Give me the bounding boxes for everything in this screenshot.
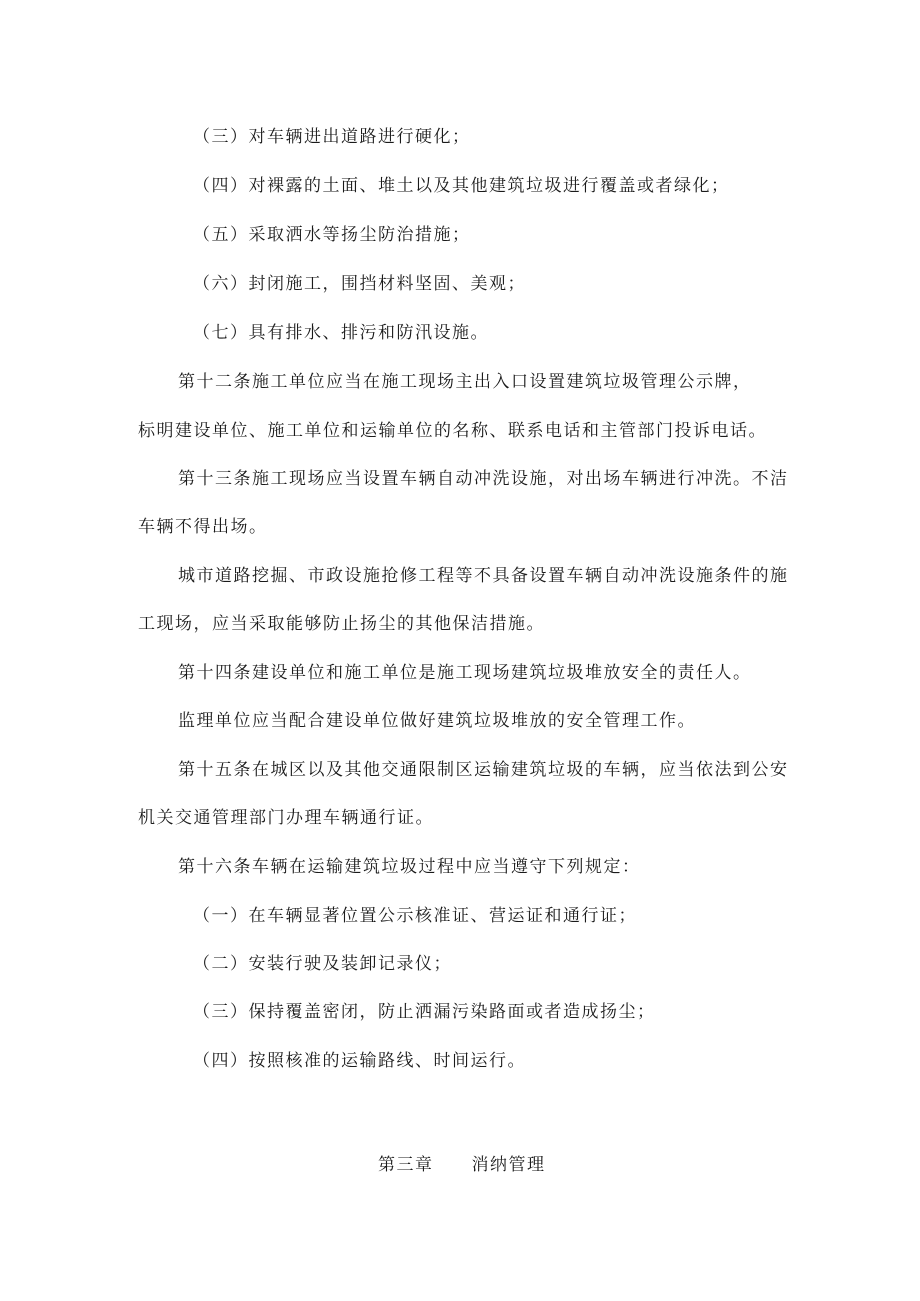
clause-item: （三）保持覆盖密闭，防止洒漏污染路面或者造成扬尘； — [193, 1002, 656, 1022]
clause-item: （四）按照核准的运输路线、时间运行。 — [193, 1051, 526, 1071]
clause-item: （七）具有排水、排污和防汛设施。 — [193, 323, 489, 343]
article-paragraph: 城市道路挖掘、市政设施抢修工程等不具备设置车辆自动冲洗设施条件的施 — [178, 566, 789, 586]
paragraph-continuation: 机关交通管理部门办理车辆通行证。 — [138, 808, 434, 828]
article-paragraph: 第十五条在城区以及其他交通限制区运输建筑垃圾的车辆，应当依法到公安 — [178, 760, 789, 780]
article-paragraph: 第十四条建设单位和施工单位是施工现场建筑垃圾堆放安全的责任人。 — [178, 663, 752, 683]
article-paragraph: 监理单位应当配合建设单位做好建筑垃圾堆放的安全管理工作。 — [178, 711, 696, 731]
clause-item: （三）对车辆进出道路进行硬化； — [193, 127, 471, 147]
chapter-heading — [378, 1153, 546, 1177]
paragraph-continuation: 标明建设单位、施工单位和运输单位的名称、联系电话和主管部门投诉电话。 — [138, 421, 767, 441]
clause-item: （一）在车辆显著位置公示核准证、营运证和通行证； — [193, 906, 637, 926]
clause-item: （六）封闭施工，围挡材料坚固、美观； — [193, 274, 526, 294]
paragraph-continuation: 工现场，应当采取能够防止扬尘的其他保洁措施。 — [138, 614, 545, 634]
clause-item: （二）安装行驶及装卸记录仪； — [193, 954, 452, 974]
paragraph-continuation: 车辆不得出场。 — [138, 517, 268, 537]
chapter-title: 消纳管理 — [471, 1155, 546, 1175]
clause-item: （四）对裸露的土面、堆土以及其他建筑垃圾进行覆盖或者绿化； — [193, 176, 730, 196]
article-paragraph: 第十二条施工单位应当在施工现场主出入口设置建筑垃圾管理公示牌， — [178, 372, 752, 392]
article-paragraph: 第十三条施工现场应当设置车辆自动冲洗设施，对出场车辆进行冲洗。不洁 — [178, 469, 789, 489]
chapter-number: 第三章 — [378, 1155, 434, 1175]
clause-item: （五）采取洒水等扬尘防治措施； — [193, 225, 471, 245]
article-paragraph: 第十六条车辆在运输建筑垃圾过程中应当遵守下列规定： — [178, 857, 641, 877]
